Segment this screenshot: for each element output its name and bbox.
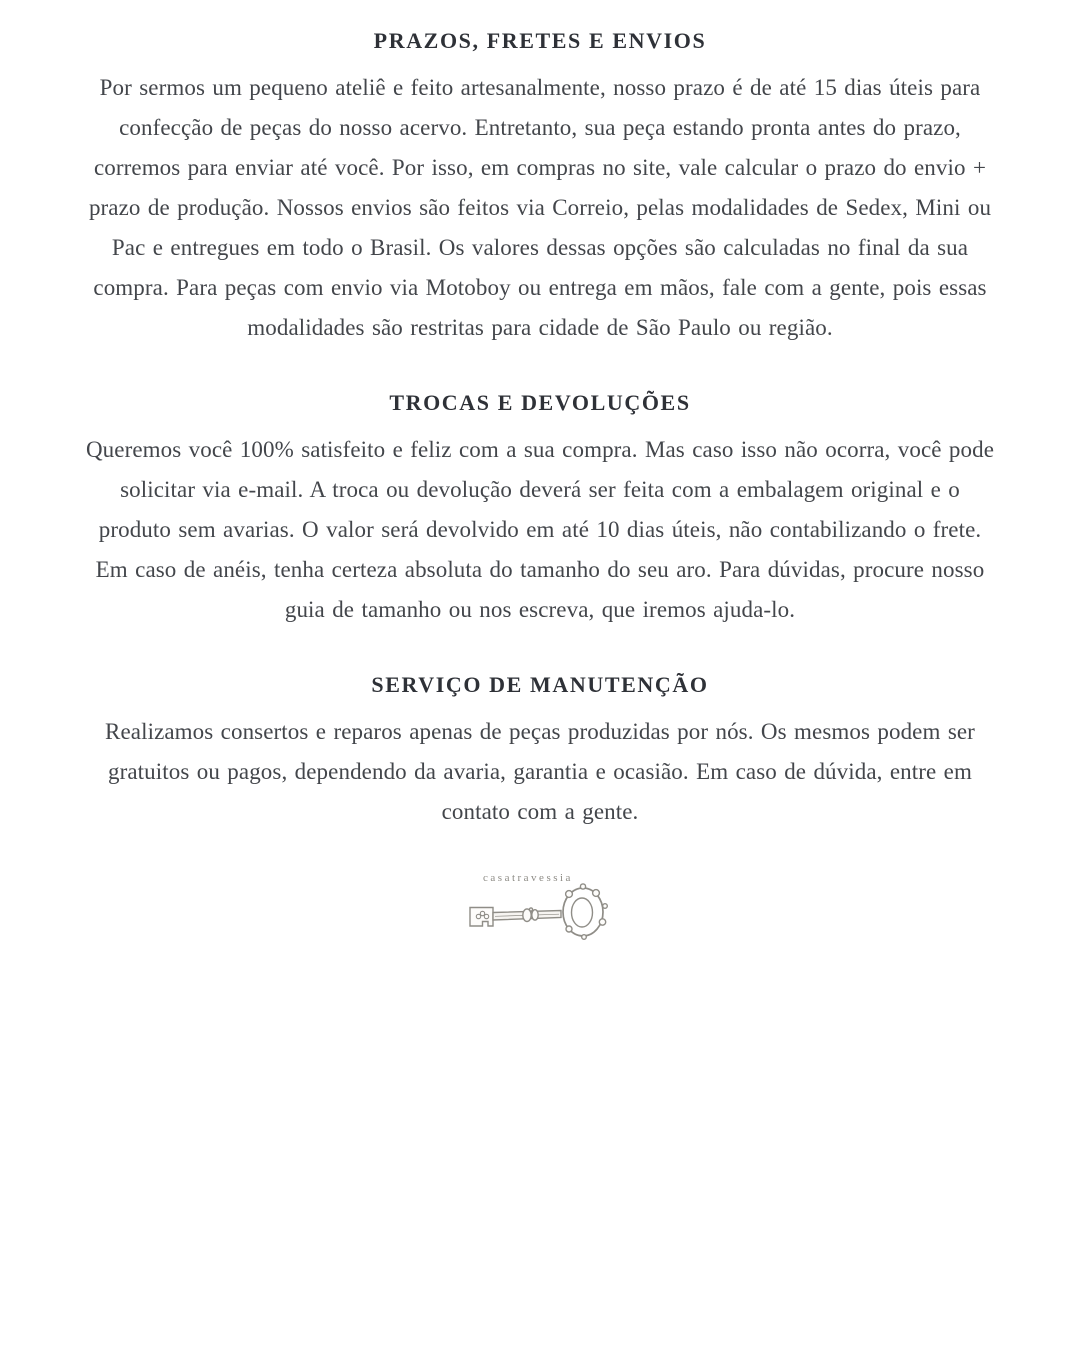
section-trocas-devolucoes bbox=[20, 388, 1060, 630]
section-title-prazos: PRAZOS, FRETES E ENVIOS bbox=[373, 28, 707, 53]
body-line: compra. Para peças com envio via Motoboy ou entrega em mãos, fale com a gente, pois essas bbox=[93, 275, 987, 300]
body-line: produto sem avarias. O valor será devolvido em até 10 dias úteis, não contabilizando o frete. bbox=[98, 517, 982, 542]
body-line: Em caso de anéis, tenha certeza absoluta do tamanho do seu aro. Para dúvidas, procure nosso bbox=[95, 557, 985, 582]
section-prazos-fretes-envios bbox=[20, 26, 1060, 348]
body-line: guia de tamanho ou nos escreva, que iremos ajuda-lo. bbox=[284, 597, 796, 622]
body-line: solicitar via e-mail. A troca ou devolução deverá ser feita com a embalagem original e o bbox=[120, 477, 960, 502]
body-line: Realizamos consertos e reparos apenas de peças produzidas por nós. Os mesmos podem ser bbox=[105, 719, 975, 744]
section-body-trocas bbox=[20, 430, 1060, 630]
section-title-trocas: TROCAS E DEVOLUÇÕES bbox=[389, 390, 691, 415]
vintage-key-icon bbox=[465, 878, 615, 940]
section-body-manutencao bbox=[20, 712, 1060, 832]
body-line: gratuitos ou pagos, dependendo da avaria, garantia e ocasião. Em caso de dúvida, entre em bbox=[108, 759, 972, 784]
body-line: contato com a gente. bbox=[441, 799, 639, 824]
section-title-manutencao: SERVIÇO DE MANUTENÇÃO bbox=[371, 672, 709, 697]
body-line: confecção de peças do nosso acervo. Entretanto, sua peça estando pronta antes do prazo, bbox=[119, 115, 961, 140]
body-line: corremos para enviar até você. Por isso, em compras no site, vale calcular o prazo do envio + bbox=[93, 155, 987, 180]
body-line: modalidades são restritas para cidade de São Paulo ou região. bbox=[247, 315, 833, 340]
section-servico-manutencao bbox=[20, 670, 1060, 832]
brand-wordmark: casatravessia bbox=[483, 872, 573, 884]
brand-logo bbox=[20, 872, 1060, 940]
section-body-prazos bbox=[20, 68, 1060, 348]
body-line: Pac e entregues em todo o Brasil. Os valores dessas opções são calculadas no final da sua bbox=[111, 235, 969, 260]
body-line: Queremos você 100% satisfeito e feliz com a sua compra. Mas caso isso não ocorra, você pode bbox=[85, 437, 995, 462]
body-line: prazo de produção. Nossos envios são feitos via Correio, pelas modalidades de Sedex, Mini ou bbox=[88, 195, 992, 220]
body-line: Por sermos um pequeno ateliê e feito artesanalmente, nosso prazo é de até 15 dias úteis para bbox=[99, 75, 981, 100]
